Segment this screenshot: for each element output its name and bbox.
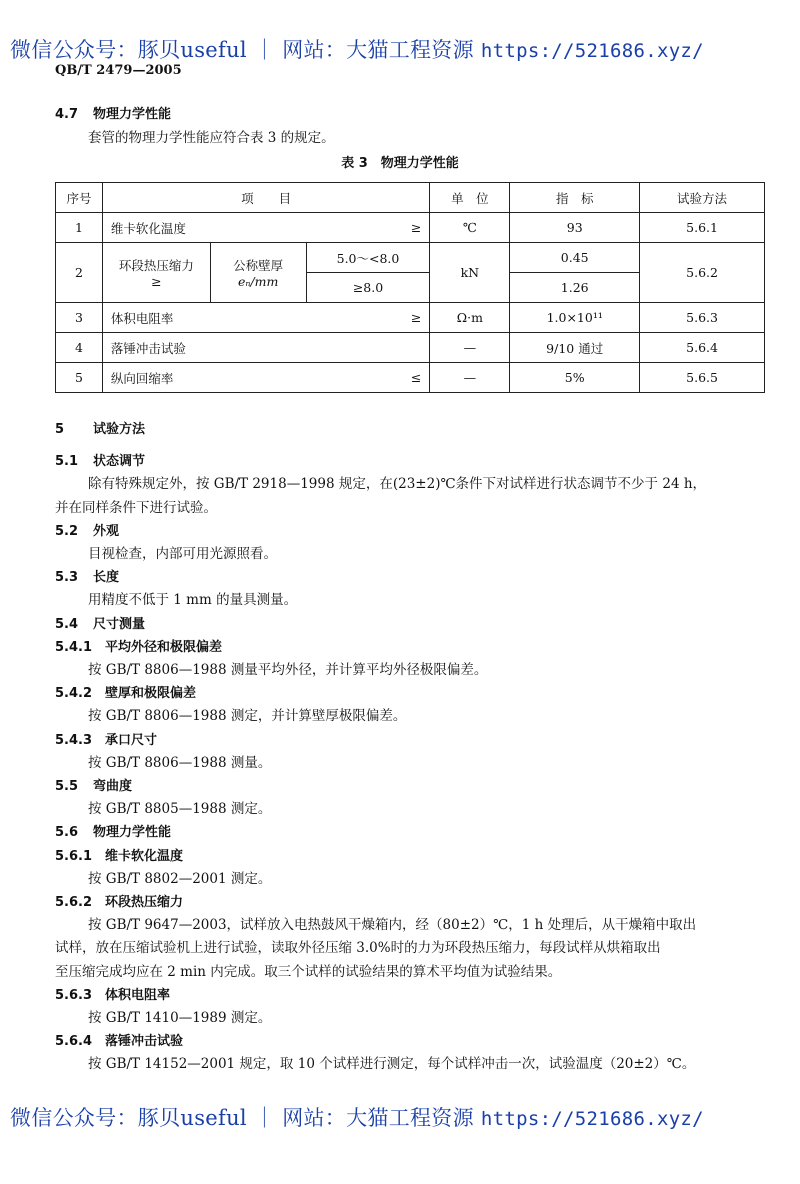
table-caption: 表 3 物理力学性能 [341,156,459,171]
section-number: 5.4.2 [55,686,93,702]
watermark-text: 微信公众号：豚贝useful ｜ 网站：大猫工程资源 [10,1106,481,1130]
cell-no: 4 [56,333,103,363]
header-cell: 试验方法 [640,183,765,213]
cell-unit: — [430,363,510,393]
cell-item: 维卡软化温度 [102,213,405,243]
paragraph-line: 按 GB/T 1410—1989 测定。 [88,1010,272,1027]
section-4-7-text: 套管的物理力学性能应符合表 3 的规定。 [88,130,335,146]
section-number: 5.1 [55,454,79,470]
cell-operator: ≥ [406,213,430,243]
cell-unit: Ω·m [430,303,510,333]
paragraph-line: 按 GB/T 8805—1988 测定。 [88,801,272,818]
section-heading [55,450,775,473]
paragraph-line: 按 GB/T 9647—2003，试样放入电热鼓风干燥箱内，经（80±2）℃，1 h 处理后，从干燥箱中取出 [88,917,697,934]
section-title: 长度 [93,570,120,586]
sub-label: 公称壁厚 [233,258,284,273]
document-body [55,418,775,1077]
header-cell: 单 位 [430,183,510,213]
cell-item: 纵向回缩率 [102,363,405,393]
cell-range: 5.0～<8.0 [306,243,430,273]
section-4-7-heading [55,103,171,122]
section-heading [55,418,775,441]
section-title: 环段热压缩力 [105,895,184,911]
section-title: 尺寸测量 [93,616,146,632]
cell-method: 5.6.3 [640,303,765,333]
cell-method: 5.6.5 [640,363,765,393]
paragraph-line: 用精度不低于 1 mm 的量具测量。 [88,592,298,609]
cell-item: 体积电阻率 [102,303,405,333]
cell-item [102,243,210,303]
table-row [56,303,765,333]
cell-range: ≥8.0 [306,273,430,303]
cell-value: 0.45 [510,243,640,273]
cell-value: 9/10 通过 [510,333,640,363]
paragraph-line: 按 GB/T 8806—1988 测量。 [88,754,272,771]
section-title: 落锤冲击试验 [105,1034,184,1050]
cell-unit: — [430,333,510,363]
section-heading [55,984,775,1007]
table-row [56,333,765,363]
section-title: 壁厚和极限偏差 [105,686,197,702]
section-number: 5.6.1 [55,848,93,864]
section-number: 5.6.4 [55,1034,93,1050]
table-row [56,243,765,273]
paragraph-line: 并在同样条件下进行试验。 [55,499,217,516]
section-number: 5 [55,422,65,437]
watermark-url: https://521686.xyz/ [480,1108,704,1130]
section-heading [55,891,775,914]
standard-number: QB/T 2479—2005 [55,63,182,78]
watermark-top [10,34,704,64]
section-number: 5.4 [55,616,79,632]
section-title: 状态调节 [93,454,146,470]
section-title: 试验方法 [93,422,146,437]
cell-no: 3 [56,303,103,333]
cell-operator [406,333,430,363]
paragraph-line: 除有特殊规定外，按 GB/T 2918—1998 规定，在(23±2)℃条件下对试样进行状态调节不少于 24 h， [88,476,707,493]
item-operator: ≥ [151,274,162,289]
paragraph-line: 按 GB/T 8802—2001 测定。 [88,870,272,887]
paragraph-line: 按 GB/T 14152—2001 规定，取 10 个试样进行测定，每个试样冲击一次，试验温度（20±2）℃。 [88,1056,696,1073]
cell-no: 1 [56,213,103,243]
section-heading [55,729,775,752]
cell-method: 5.6.4 [640,333,765,363]
section-number: 4.7 [55,107,79,122]
section-number: 5.3 [55,570,79,586]
section-heading [55,1030,775,1053]
cell-value: 1.26 [510,273,640,303]
paragraph-line: 目视检查，内部可用光源照看。 [88,546,277,563]
section-number: 5.4.3 [55,732,93,748]
header-cell: 指 标 [510,183,640,213]
section-title: 物理力学性能 [93,825,172,841]
header-cell: 序号 [56,183,103,213]
section-heading [55,775,775,798]
section-number: 5.5 [55,779,79,795]
cell-no: 2 [56,243,103,303]
section-title: 外观 [93,523,120,539]
cell-value: 1.0×10¹¹ [510,303,640,333]
section-title: 体积电阻率 [105,987,171,1003]
section-number: 5.2 [55,523,79,539]
cell-item: 落锤冲击试验 [102,333,405,363]
table-header-row [56,183,765,213]
section-title: 承口尺寸 [105,732,158,748]
properties-table [55,182,765,393]
section-number: 5.6 [55,825,79,841]
section-heading [55,845,775,868]
section-title: 物理力学性能 [93,107,172,122]
paragraph-line: 按 GB/T 8806—1988 测量平均外径，并计算平均外径极限偏差。 [88,662,488,679]
section-number: 5.6.2 [55,895,93,911]
section-number: 5.4.1 [55,639,93,655]
cell-value: 5% [510,363,640,393]
watermark-bottom [10,1102,704,1132]
table-row [56,213,765,243]
cell-unit: ℃ [430,213,510,243]
section-heading [55,520,775,543]
cell-operator: ≤ [406,363,430,393]
section-title: 维卡软化温度 [105,848,184,864]
section-title: 平均外径和极限偏差 [105,639,223,655]
section-title: 弯曲度 [93,779,133,795]
watermark-text: 微信公众号：豚贝useful ｜ 网站：大猫工程资源 [10,38,481,62]
cell-unit: kN [430,243,510,303]
paragraph-line: 按 GB/T 8806—1988 测定，并计算壁厚极限偏差。 [88,708,407,725]
table-row [56,363,765,393]
section-number: 5.6.3 [55,987,93,1003]
sub-unit: eₙ/mm [237,274,279,289]
cell-no: 5 [56,363,103,393]
section-heading [55,821,775,844]
cell-method: 5.6.1 [640,213,765,243]
cell-value: 93 [510,213,640,243]
item-label: 环段热压缩力 [118,258,194,273]
header-cell: 项 目 [102,183,429,213]
section-heading [55,636,775,659]
cell-operator: ≥ [406,303,430,333]
cell-method: 5.6.2 [640,243,765,303]
section-heading [55,682,775,705]
watermark-url: https://521686.xyz/ [480,40,704,62]
paragraph-line: 试样，放在压缩试验机上进行试验，读取外径压缩 3.0%时的力为环段热压缩力，每段试样从烘箱取出 [55,940,661,957]
paragraph-line: 至压缩完成均应在 2 min 内完成。取三个试样的试验结果的算术平均值为试验结果。 [55,963,562,980]
section-heading [55,566,775,589]
cell-sub-label [210,243,306,303]
section-heading [55,613,775,636]
